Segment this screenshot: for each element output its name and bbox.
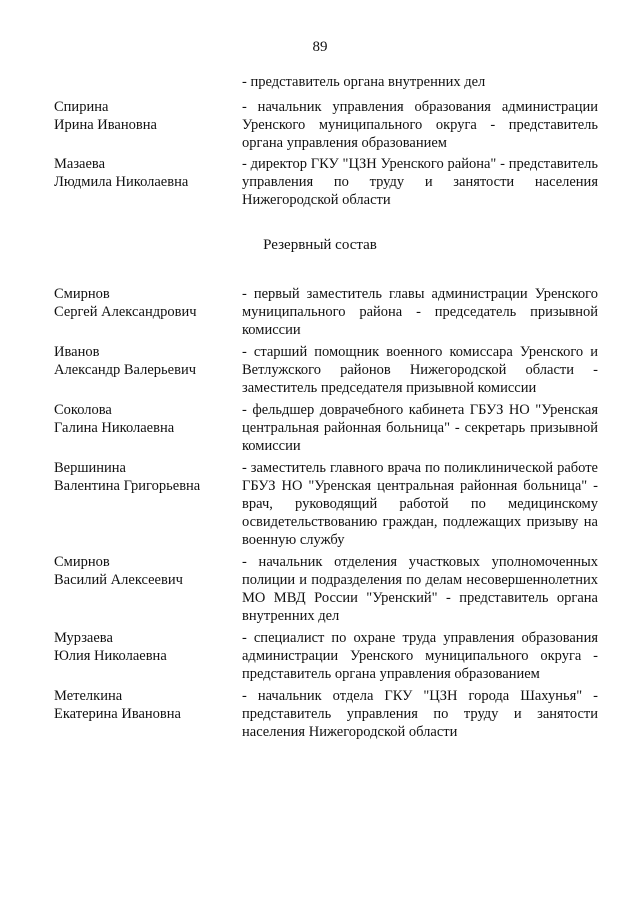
member-given-names: Людмила Николаевна — [54, 174, 189, 190]
member-given-names: Валентина Григорьевна — [54, 478, 201, 494]
member-given-names: Василий Алексеевич — [54, 572, 183, 588]
member-given-names: Ирина Ивановна — [54, 117, 157, 133]
member-role: - специалист по охране труда управления образования администрации Уренского муниципального округа - представитель органа управления образованием — [242, 630, 598, 682]
member-role: - первый заместитель главы администрации Уренского муниципального района - председатель призывной комиссии — [242, 286, 598, 338]
member-surname: Метелкина — [54, 688, 123, 704]
page-number: 89 — [312, 39, 328, 55]
member-role: - директор ГКУ "ЦЗН Уренского района" - представитель управления по труду и занятости населения Нижегородской области — [242, 156, 598, 208]
member-given-names: Екатерина Ивановна — [54, 706, 181, 722]
member-role: - фельдшер доврачебного кабинета ГБУЗ НО "Уренская центральная районная больница" - секретарь призывной комиссии — [242, 402, 598, 454]
member-name — [54, 155, 234, 191]
member-name — [54, 285, 234, 321]
member-surname: Вершинина — [54, 460, 126, 476]
member-surname: Мурзаева — [54, 630, 113, 646]
member-name — [54, 553, 234, 589]
member-name — [54, 98, 234, 134]
reserve-section-title: Резервный состав — [263, 237, 377, 253]
member-given-names: Сергей Александрович — [54, 304, 197, 320]
member-role: - начальник отдела ГКУ "ЦЗН города Шахунья" - представитель управления по труду и занятости населения Нижегородской области — [242, 688, 598, 740]
member-surname: Смирнов — [54, 554, 110, 570]
member-name — [54, 401, 234, 437]
member-surname: Смирнов — [54, 286, 110, 302]
continuation-role: - представитель органа внутренних дел — [242, 74, 486, 90]
member-surname: Спирина — [54, 99, 109, 115]
member-name — [54, 687, 234, 723]
member-surname: Мазаева — [54, 156, 106, 172]
member-name — [54, 629, 234, 665]
member-role: - заместитель главного врача по поликлинической работе ГБУЗ НО "Уренская центральная районная больница" - врач, руководящий работой по медицинскому освидетельствованию граждан, подлежащих призыву на военную службу — [242, 460, 598, 548]
member-surname: Соколова — [54, 402, 112, 418]
member-given-names: Галина Николаевна — [54, 420, 175, 436]
member-role: - старший помощник военного комиссара Уренского и Ветлужского районов Нижегородской области - заместитель председателя призывной комиссии — [242, 344, 598, 396]
member-surname: Иванов — [54, 344, 100, 360]
member-given-names: Юлия Николаевна — [54, 648, 167, 664]
member-role: - начальник отделения участковых уполномоченных полиции и подразделения по делам несовершеннолетних МО МВД России "Уренский" - представитель органа внутренних дел — [242, 554, 598, 624]
member-role: - начальник управления образования администрации Уренского муниципального округа - представитель органа управления образованием — [242, 99, 598, 151]
member-given-names: Александр Валерьевич — [54, 362, 196, 378]
member-name — [54, 459, 234, 495]
member-name — [54, 343, 234, 379]
